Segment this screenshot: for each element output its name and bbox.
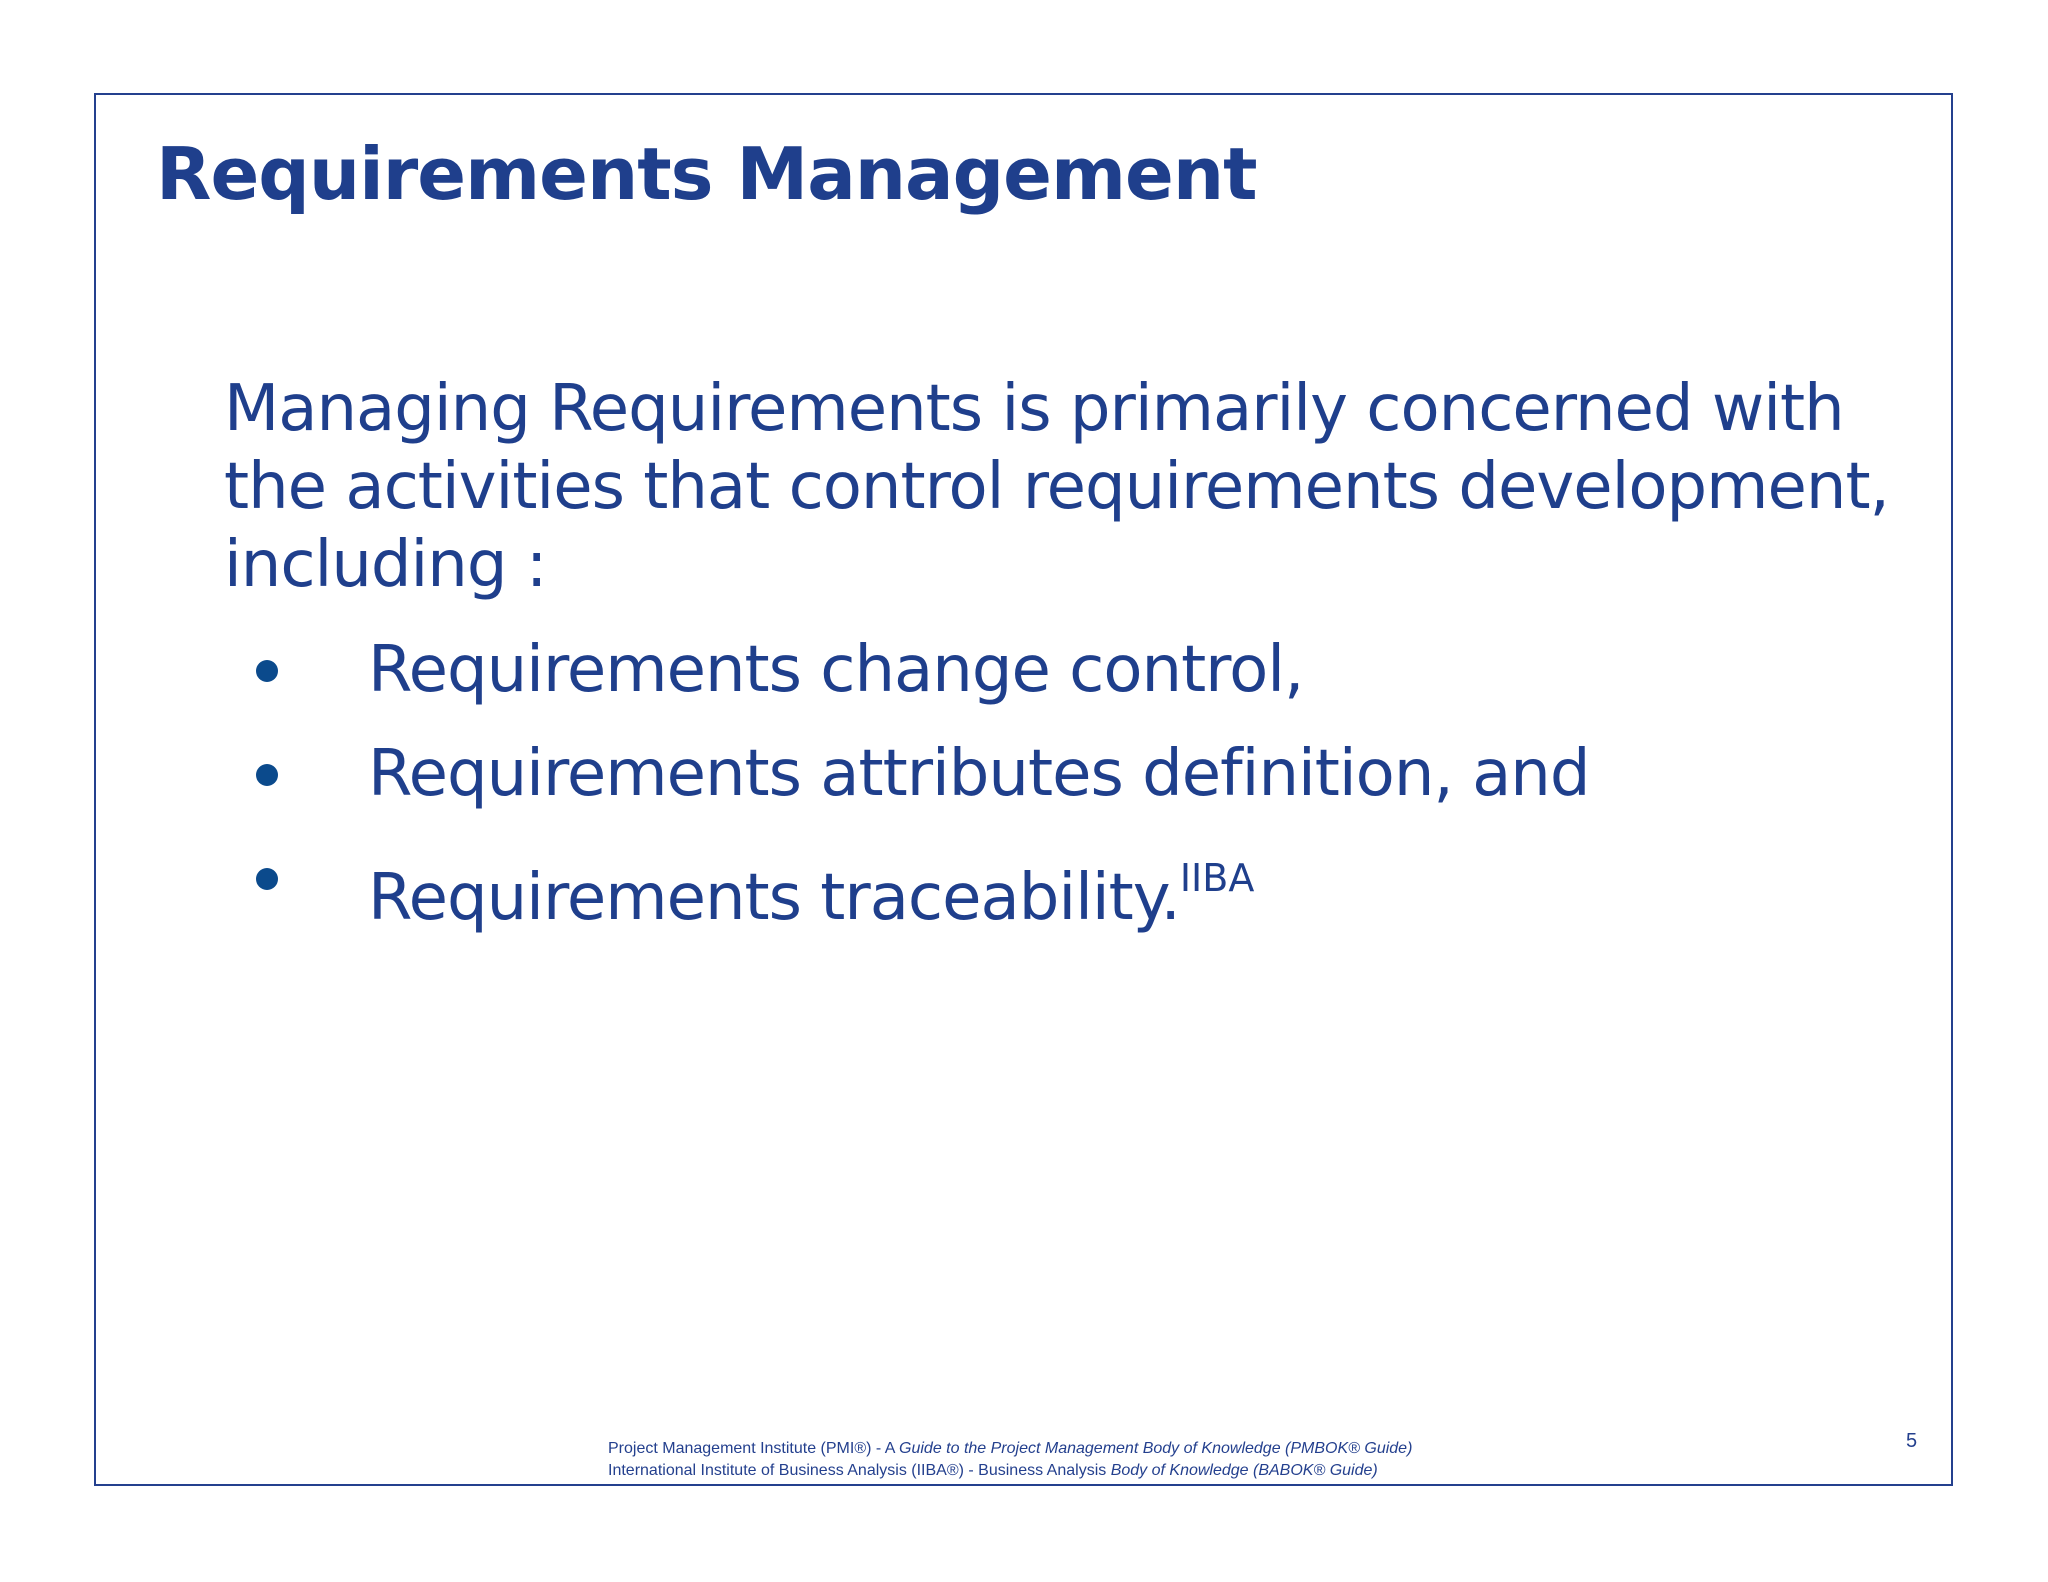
bullet-dot-icon	[256, 660, 278, 682]
footnote-line-iiba	[608, 1460, 1412, 1482]
intro-line: the activities that control requirements development,	[224, 450, 1889, 524]
bullet-dot-icon	[256, 868, 278, 890]
page-number: 5	[1906, 1430, 1918, 1452]
bullet-label: Requirements traceability.	[368, 861, 1180, 935]
slide-title: Requirements Management	[156, 132, 1257, 216]
bullet-text	[368, 838, 1254, 938]
intro-line: Managing Requirements is primarily concerned with	[224, 372, 1844, 446]
bullet-text	[368, 630, 1303, 710]
bullet-text	[368, 734, 1589, 814]
bullet-dot-icon	[256, 764, 278, 786]
footnote	[608, 1438, 1412, 1482]
bullet-label: Requirements change control,	[368, 633, 1304, 707]
footnote-iiba-title: Body of Knowledge (BABOK® Guide)	[1110, 1462, 1378, 1479]
intro-line: including :	[224, 528, 547, 602]
footnote-line-pmi	[608, 1438, 1412, 1460]
footnote-iiba-source: International Institute of Business Analysis (IIBA®) - Business Analysis	[608, 1462, 1111, 1479]
footnote-pmi-title: Guide to the Project Management Body of Knowledge (PMBOK® Guide)	[899, 1440, 1413, 1457]
intro-paragraph	[224, 370, 1924, 604]
citation-superscript: IIBA	[1179, 856, 1255, 900]
footnote-pmi-source: Project Management Institute (PMI®) - A	[608, 1440, 900, 1457]
bullet-label: Requirements attributes definition, and	[368, 737, 1590, 811]
